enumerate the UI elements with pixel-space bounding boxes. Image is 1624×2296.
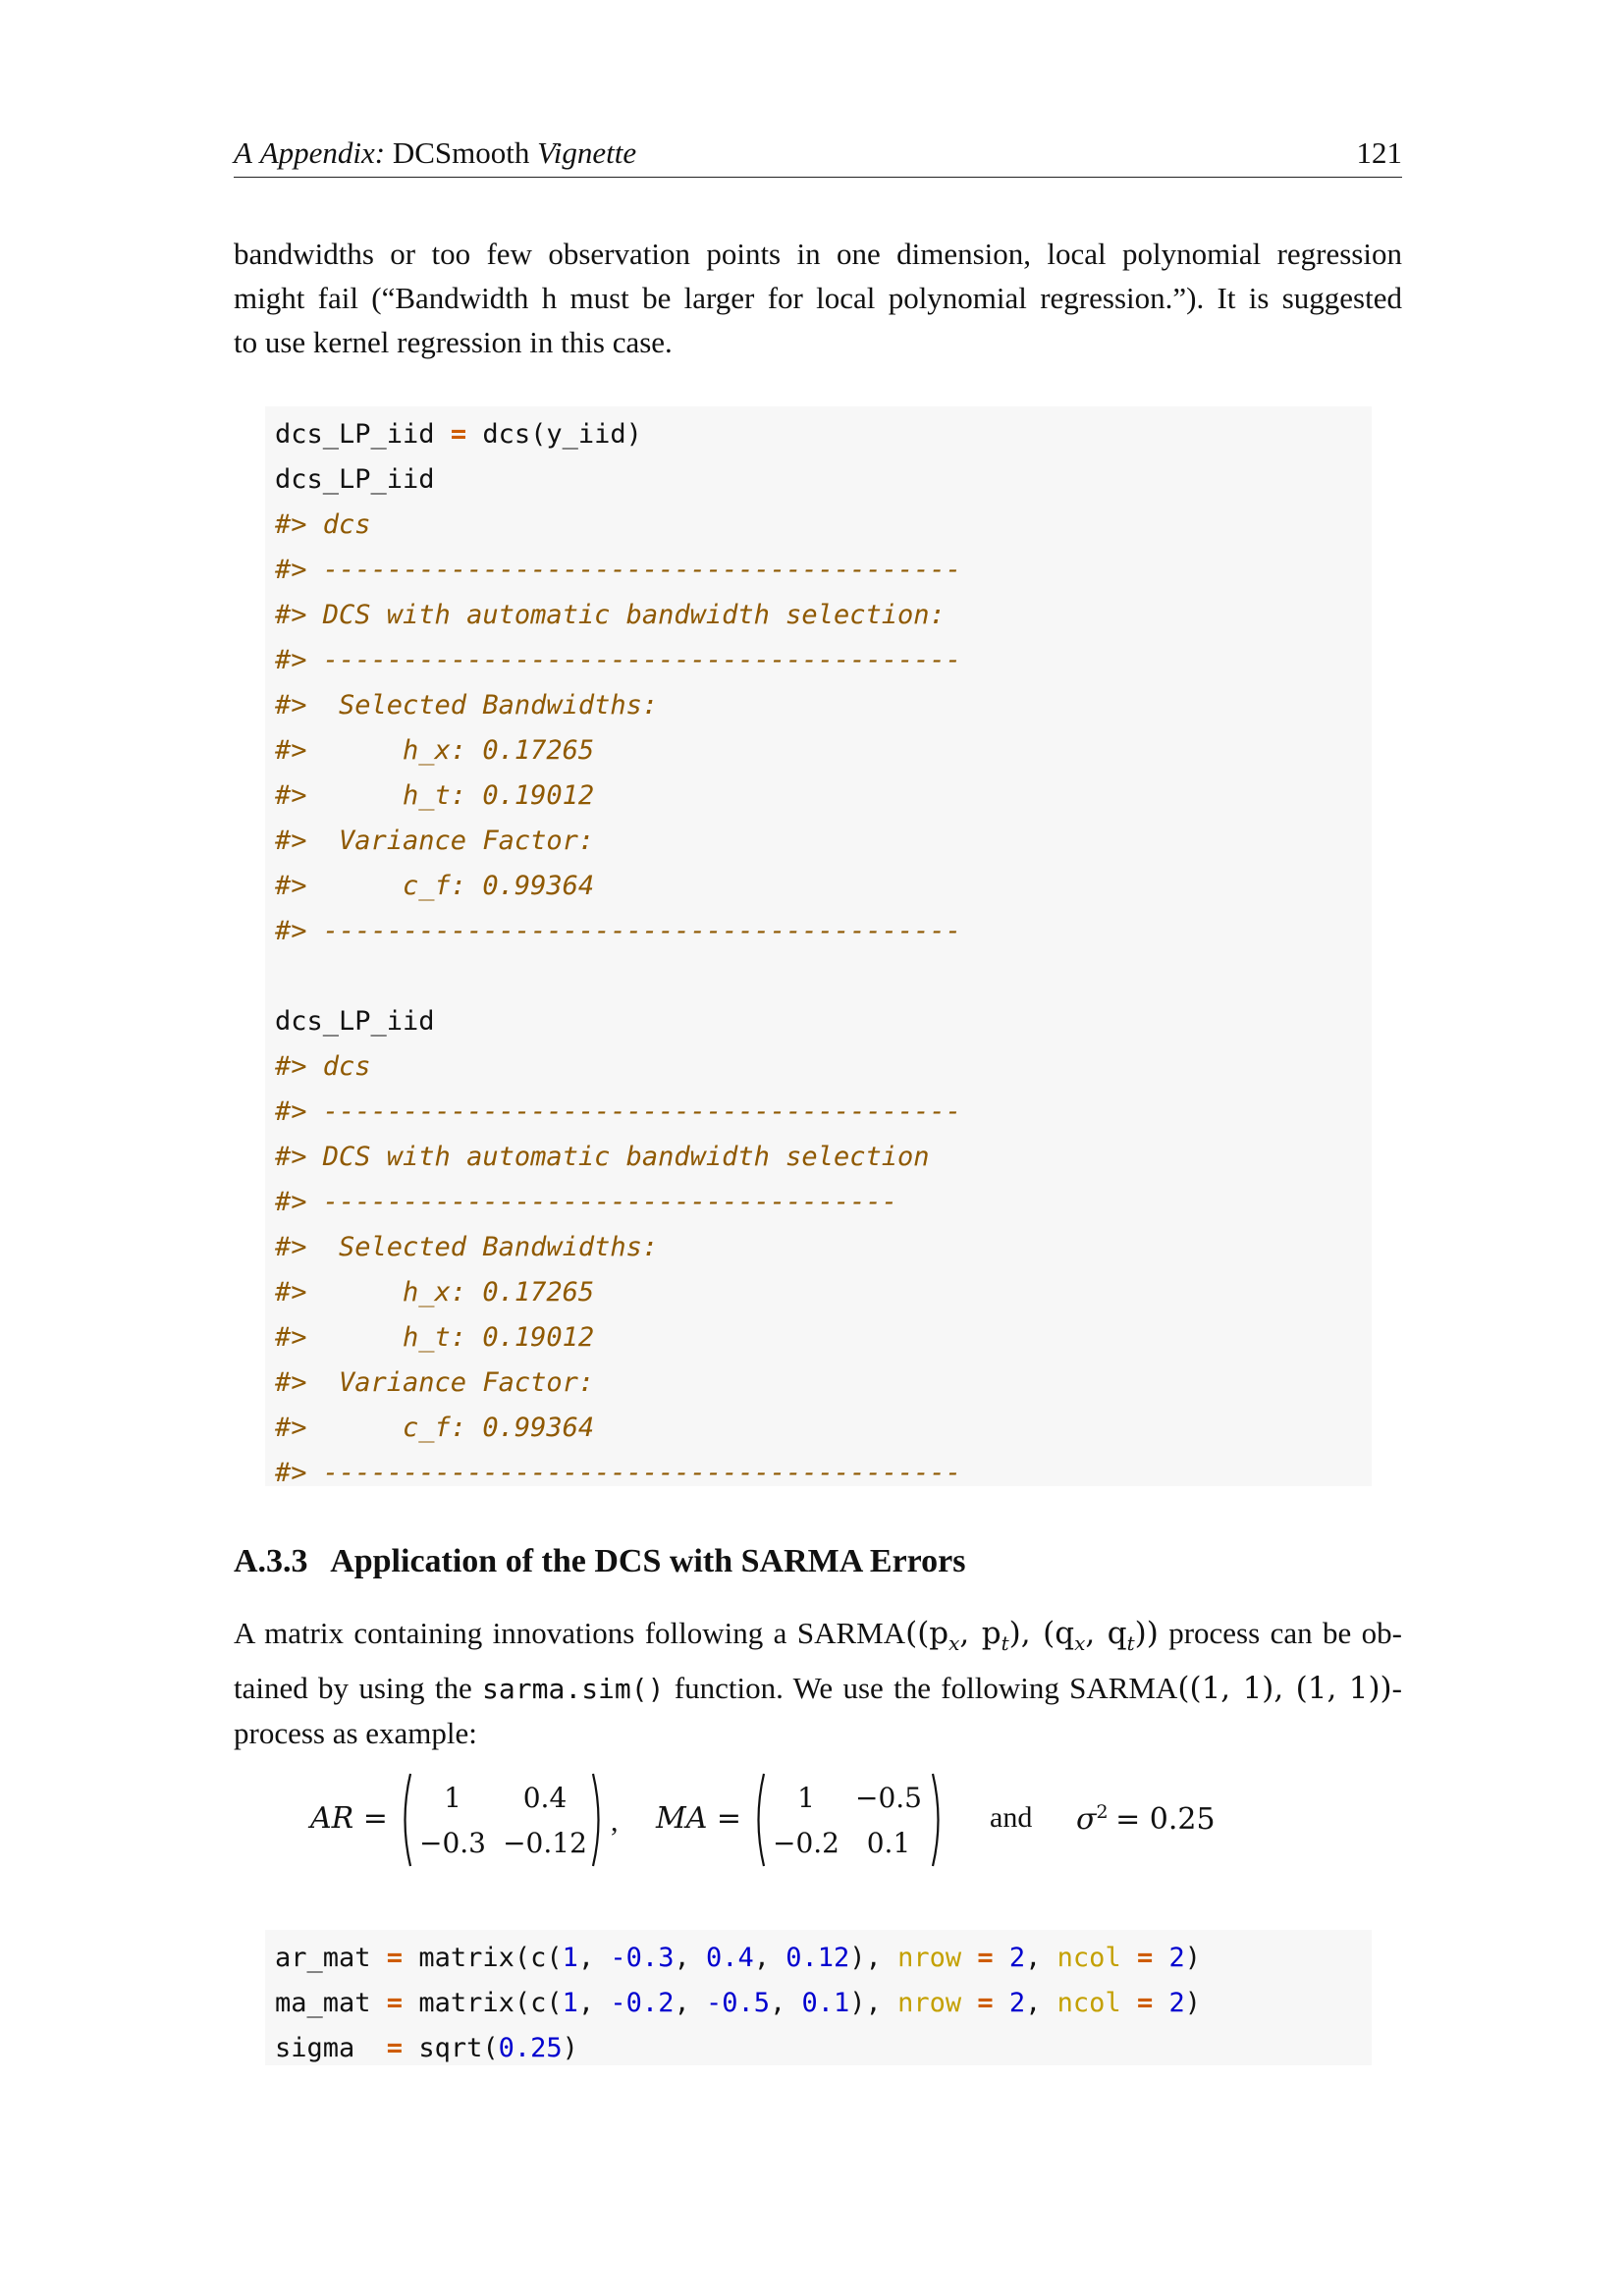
header-title bbox=[234, 135, 636, 171]
code-output-line: #> DCS with automatic bandwidth selection: bbox=[275, 600, 946, 630]
code-output-line: #> c_f: 0.99364 bbox=[275, 1413, 595, 1443]
code-output-line: #> Variance Factor: bbox=[275, 1367, 595, 1398]
ma-label: MA = bbox=[656, 1801, 742, 1836]
code-line: dcs_LP_iid bbox=[275, 1006, 435, 1037]
code-output-line: #> h_t: 0.19012 bbox=[275, 780, 595, 811]
section-title: Application of the DCS with SARMA Errors bbox=[330, 1543, 966, 1579]
running-header bbox=[234, 130, 1402, 178]
matrix-cell: 0.4 bbox=[522, 1782, 568, 1814]
code-block-sarma-setup bbox=[265, 1930, 1372, 2065]
header-title-vignette: Vignette bbox=[537, 135, 637, 170]
sigma-expression: $\sigma^2 = 0.25$ bbox=[1076, 1801, 1216, 1837]
code-line: dcs_LP_iid = dcs(y_iid) bbox=[275, 419, 642, 450]
code-output-line: #> dcs bbox=[275, 1051, 371, 1082]
header-title-appendix: Appendix: bbox=[259, 135, 386, 170]
matrix-cell: 0.1 bbox=[866, 1827, 911, 1859]
code-output-line: #> ---------------------------------------- bbox=[275, 1458, 961, 1488]
code-block-dcs-output bbox=[265, 406, 1372, 1486]
code-output-line: #> dcs bbox=[275, 509, 371, 540]
paragraph-line: A matrix containing innovations following a $SARMA((p_x$, $p_t$), ($q_x$, $q_t$)) process can be ob- bbox=[234, 1616, 1402, 1656]
section-heading bbox=[234, 1543, 965, 1580]
header-title-package: DCSmooth bbox=[392, 135, 530, 170]
right-paren bbox=[931, 1772, 945, 1868]
code-output-line: #> h_t: 0.19012 bbox=[275, 1322, 595, 1353]
code-output-line: #> c_f: 0.99364 bbox=[275, 871, 595, 901]
code-output-line: #> h_x: 0.17265 bbox=[275, 735, 595, 766]
code-output-line: #> DCS with automatic bandwidth selection bbox=[275, 1142, 930, 1172]
sarma-paragraph bbox=[234, 1611, 1402, 1755]
code-line: ar_mat = matrix(c(1, -0.3, 0.4, 0.12), nrow = 2, ncol = 2) bbox=[275, 1943, 1202, 1973]
paragraph-line: might fail (“Bandwidth h must be larger for local polynomial regression.”). It is suggested bbox=[234, 281, 1402, 315]
matrix-cell: 1 bbox=[797, 1782, 815, 1814]
code-output-line: #> h_x: 0.17265 bbox=[275, 1277, 595, 1308]
matrix-cell: 1 bbox=[444, 1782, 461, 1814]
equation-and: and bbox=[990, 1801, 1033, 1834]
right-paren bbox=[591, 1772, 605, 1868]
ma-matrix bbox=[752, 1772, 945, 1870]
code-output-line: #> ------------------------------------ bbox=[275, 1187, 897, 1217]
header-title-prefix: A bbox=[234, 135, 252, 170]
code-output-line: #> Selected Bandwidths: bbox=[275, 690, 659, 721]
inline-code: sarma.sim() bbox=[482, 1673, 665, 1706]
code-line: dcs_LP_iid bbox=[275, 464, 435, 495]
code-output-line: #> ---------------------------------------- bbox=[275, 916, 961, 946]
ar-matrix bbox=[399, 1772, 605, 1870]
matrix-cell: −0.2 bbox=[773, 1827, 839, 1859]
display-equation bbox=[0, 1772, 1624, 1880]
code-output-line: #> ---------------------------------------- bbox=[275, 645, 961, 675]
intro-paragraph bbox=[234, 232, 1402, 364]
code-line: sigma = sqrt(0.25) bbox=[275, 2033, 578, 2063]
paragraph-line: process as example: bbox=[234, 1716, 477, 1751]
matrix-cell: −0.12 bbox=[503, 1827, 587, 1859]
matrix-cell: −0.3 bbox=[419, 1827, 486, 1859]
code-output-line: #> Variance Factor: bbox=[275, 826, 595, 856]
section-number: A.3.3 bbox=[234, 1543, 308, 1579]
page-number: 121 bbox=[1356, 135, 1402, 170]
code-output-line: #> Selected Bandwidths: bbox=[275, 1232, 659, 1262]
ar-label: AR = bbox=[310, 1801, 388, 1836]
code-output-line: #> ---------------------------------------- bbox=[275, 555, 961, 585]
equation-comma: , bbox=[611, 1805, 619, 1838]
paragraph-line: tained by using the sarma.sim() function. We use the following SARMA((1, 1), (1, 1))- bbox=[234, 1671, 1402, 1707]
paragraph-line: bandwidths or too few observation points in one dimension, local polynomial regression bbox=[234, 237, 1402, 271]
code-line: ma_mat = matrix(c(1, -0.2, -0.5, 0.1), nrow = 2, ncol = 2) bbox=[275, 1988, 1202, 2018]
paragraph-line: to use kernel regression in this case. bbox=[234, 325, 673, 359]
matrix-cell: −0.5 bbox=[855, 1782, 922, 1814]
code-output-line: #> ---------------------------------------- bbox=[275, 1096, 961, 1127]
